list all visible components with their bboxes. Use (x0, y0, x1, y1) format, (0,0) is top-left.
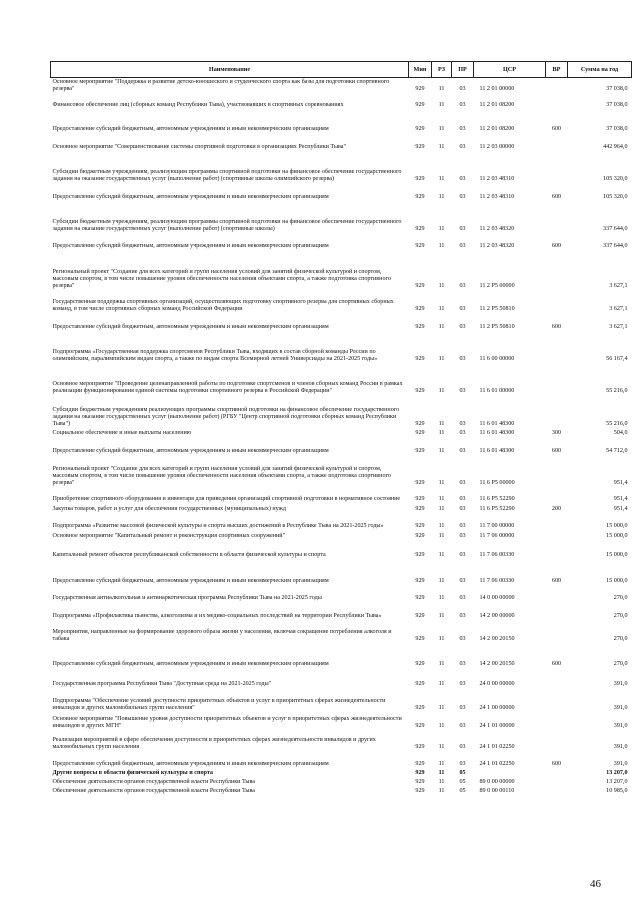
cell-min: 929 (415, 595, 425, 602)
cell-csr: 11 6 P5 00000 (479, 480, 515, 487)
cell-csr: 11 2 01 08200 (479, 126, 515, 133)
cell-pr: 05 (459, 788, 466, 795)
cell-name: Основное мероприятие "Поддержка и развитие детско-юношеского и студенческого спорта как базы для подготовки спортивного резерва" (52, 79, 390, 93)
cell-rz: 11 (438, 306, 445, 313)
cell-vr (546, 252, 568, 292)
cell-sum: 13 207,0 (606, 770, 628, 777)
cell-min: 929 (415, 194, 425, 201)
cell-name: Предоставление субсидий бюджетным, автономным учреждениям и иным некоммерческим организациям (52, 243, 329, 250)
table-row (51, 788, 632, 797)
cell-csr: 89 0 00 00110 (479, 788, 515, 795)
cell-rz: 11 (438, 324, 445, 331)
cell-rz: 11 (438, 523, 445, 530)
cell-vr (546, 770, 568, 779)
cell-rz: 11 (438, 102, 445, 109)
cell-rz: 11 (438, 194, 445, 201)
cell-pr: 03 (459, 226, 466, 233)
cell-pr: 03 (459, 723, 466, 730)
cell-name: Обеспечение деятельности органов государственной власти Республики Тыва (52, 779, 255, 786)
cell-sum: 951,4 (613, 480, 628, 487)
cell-rz: 11 (438, 496, 445, 503)
cell-vr: 200 (551, 506, 562, 513)
cell-vr (546, 779, 568, 788)
cell-rz: 11 (438, 448, 445, 455)
cell-csr: 89 0 00 00000 (479, 779, 515, 786)
cell-rz: 11 (438, 226, 445, 233)
header-name: Наименование (51, 62, 409, 78)
cell-sum: 37 038,0 (606, 102, 628, 109)
cell-csr: 11 2 03 48320 (479, 226, 515, 233)
cell-min: 929 (415, 421, 425, 428)
cell-csr: 11 6 01 48300 (479, 430, 515, 437)
cell-vr: 600 (551, 578, 562, 585)
cell-vr (546, 690, 568, 714)
table-row (51, 622, 632, 645)
cell-pr: 03 (459, 86, 466, 93)
cell-name: Региональный проект "Создание для всех категорий и групп населения условий для занятий физической культурой и спортом, массовым спортом, в том числе повышение уровня обеспеченности населения объектами спорта, а также подготовка спортивного резерва" (52, 465, 391, 487)
cell-pr: 03 (459, 681, 466, 688)
cell-name: Другие вопросы в области физической культуры и спорта (52, 770, 213, 777)
cell-rz: 11 (438, 723, 445, 730)
cell-sum: 10 985,0 (606, 788, 628, 795)
table-row (51, 604, 632, 622)
cell-name: Подпрограмма "Обеспечение условий доступности приоритетных объектов и услуг в приоритетных сферах жизнедеятельности инвалидов и других маломобильных групп населения" (52, 698, 386, 712)
cell-csr: 24 0 00 00000 (479, 681, 515, 688)
cell-vr (546, 532, 568, 542)
cell-pr: 03 (459, 613, 466, 620)
cell-name: Подпрограмма «Государственная поддержка спортсменов Республики Тыва, входящих в состав сборной команды России по олимпийским, паралимпийским видам спорта, а также по видам спорта Всемирной летней Универсиады на 2021-2025 годы» (52, 349, 378, 363)
cell-min: 929 (415, 243, 425, 250)
cell-rz: 11 (438, 761, 445, 768)
table-row (51, 670, 632, 690)
cell-name: Предоставление субсидий бюджетным, автономным учреждениям и иным некоммерческим организациям (52, 194, 329, 201)
cell-pr: 03 (459, 283, 466, 290)
cell-min: 929 (415, 779, 425, 786)
cell-sum: 3 627,1 (609, 306, 628, 313)
cell-vr (546, 732, 568, 753)
cell-vr: 600 (551, 126, 562, 133)
cell-pr: 03 (459, 324, 466, 331)
cell-csr: 14 0 00 00000 (479, 595, 515, 602)
cell-vr (546, 95, 568, 111)
cell-sum: 37 038,0 (606, 126, 628, 133)
cell-min: 929 (415, 496, 425, 503)
cell-min: 929 (415, 144, 425, 151)
table-body (51, 78, 632, 797)
table-row (51, 185, 632, 203)
cell-csr: 11 2 01 08200 (479, 102, 515, 109)
cell-rz: 11 (438, 788, 445, 795)
cell-pr: 03 (459, 144, 466, 151)
cell-sum: 391,0 (613, 681, 628, 688)
table-row (51, 542, 632, 561)
cell-pr: 03 (459, 126, 466, 133)
cell-csr: 14 2 00 20150 (479, 661, 515, 668)
table-row (51, 315, 632, 333)
cell-min: 929 (415, 533, 425, 540)
cell-pr: 03 (459, 661, 466, 668)
table-row (51, 365, 632, 397)
cell-csr: 11 2 01 00000 (479, 86, 515, 93)
cell-csr: 11 7 06 00330 (479, 552, 515, 559)
cell-min: 929 (415, 761, 425, 768)
cell-min: 929 (415, 480, 425, 487)
cell-vr (546, 587, 568, 604)
cell-csr: 11 2 03 48320 (479, 243, 515, 250)
cell-csr: 11 6 P5 52290 (479, 506, 515, 513)
cell-name: Предоставление субсидий бюджетным, автономным учреждениям и иным некоммерческим организациям (52, 448, 329, 455)
cell-vr (546, 78, 568, 95)
cell-vr (546, 542, 568, 561)
cell-min: 929 (415, 723, 425, 730)
cell-min: 929 (415, 356, 425, 363)
cell-min: 929 (415, 324, 425, 331)
cell-name: Реализация мероприятий в сфере обеспечения доступности в приоритетных сферах жизнедеятельности инвалидов и других маломобильных групп населения (52, 737, 376, 751)
cell-name: Государственная поддержка спортивных организаций, осуществляющих подготовку спортивного резерва для спортивных сборных команд, в том числе спортивных сборных команд Российской Федерации (52, 299, 394, 313)
cell-sum: 55 216,0 (606, 421, 628, 428)
cell-vr (546, 515, 568, 532)
cell-vr (546, 397, 568, 430)
cell-min: 929 (415, 788, 425, 795)
cell-sum: 442 964,0 (603, 144, 628, 151)
table-row (51, 135, 632, 153)
cell-vr (546, 714, 568, 732)
cell-pr: 03 (459, 595, 466, 602)
cell-csr: 11 6 00 00000 (479, 356, 515, 363)
cell-pr: 03 (459, 421, 466, 428)
cell-csr: 24 1 01 02250 (479, 744, 515, 751)
cell-vr (546, 489, 568, 505)
table-row (51, 397, 632, 430)
cell-vr (546, 670, 568, 690)
cell-sum: 105 320,0 (603, 176, 628, 183)
cell-sum: 105 320,0 (603, 194, 628, 201)
table-row (51, 587, 632, 604)
cell-name: Предоставление субсидий бюджетным, автономным учреждениям и иным некоммерческим организациям (52, 661, 329, 668)
cell-csr: 11 7 06 00000 (479, 533, 515, 540)
cell-pr: 03 (459, 705, 466, 712)
cell-name: Предоставление субсидий бюджетным, автономным учреждениям и иным некоммерческим организациям (52, 578, 329, 585)
table-row (51, 753, 632, 770)
cell-csr: 11 2 P5 50810 (479, 324, 515, 331)
cell-csr: 11 2 03 48310 (479, 194, 515, 201)
cell-sum: 15 000,0 (606, 578, 628, 585)
cell-pr: 03 (459, 744, 466, 751)
cell-min: 929 (415, 613, 425, 620)
cell-min: 929 (415, 176, 425, 183)
cell-vr: 600 (551, 194, 562, 201)
cell-min: 929 (415, 430, 425, 437)
cell-pr: 05 (459, 770, 466, 777)
cell-min: 929 (415, 126, 425, 133)
cell-csr (474, 770, 546, 779)
cell-sum: 337 644,0 (603, 226, 628, 233)
cell-min: 929 (415, 388, 425, 395)
cell-vr (546, 365, 568, 397)
cell-vr: 600 (551, 448, 562, 455)
table-row (51, 489, 632, 505)
cell-pr: 03 (459, 356, 466, 363)
cell-name: Субсидии бюджетным учреждениям реализующих программы спортивной подготовки на финансовое обеспечение государственного задания на оказание государственных услуг (выполнение работ) (РГБУ "Центр спортивной подготовки сборных команд Республики Тыва") (52, 406, 400, 428)
cell-vr (546, 788, 568, 797)
cell-rz: 11 (438, 356, 445, 363)
cell-csr: 11 2 P5 50810 (479, 306, 515, 313)
cell-sum: 270,0 (613, 613, 628, 620)
cell-rz: 11 (438, 144, 445, 151)
cell-name: Основное мероприятие "Проведение целенаправленной работы по подготовке спортсменов и членов сборных команд России в рамках реализации функционирования единой системы подготовки спортивного резерва в Российской Федерации" (52, 381, 403, 395)
cell-min: 929 (415, 523, 425, 530)
cell-sum: 951,4 (613, 506, 628, 513)
cell-name: Субсидии бюджетным учреждениям, реализующим программы спортивной подготовки на финансовое обеспечение государственного задания на оказание государственных услуг (выполнение работ) (спортивные школы олимпийского резерва) (52, 169, 402, 183)
cell-sum: 37 038,0 (606, 86, 628, 93)
cell-csr: 24 1 01 00000 (479, 723, 515, 730)
cell-name: Основное мероприятие "Капитальный ремонт и реконструкция спортивных сооружений" (52, 533, 286, 540)
cell-name: Государственная программа Республики Тыва "Доступная среда на 2021-2025 годы" (52, 681, 272, 688)
cell-rz: 11 (438, 480, 445, 487)
header-sum: Сумма на год (568, 62, 632, 78)
cell-vr: 600 (551, 324, 562, 331)
cell-vr (546, 457, 568, 489)
cell-vr: 600 (551, 243, 562, 250)
table-row (51, 430, 632, 439)
header-rz: РЗ (432, 62, 452, 78)
page-number: 46 (590, 878, 601, 890)
cell-csr: 11 2 03 00000 (479, 144, 515, 151)
cell-rz: 11 (438, 533, 445, 540)
cell-name: Обеспечение деятельности органов государственной власти Республики Тыва (52, 788, 255, 795)
header-min: Мин (409, 62, 432, 78)
cell-csr: 11 2 P5 00000 (479, 283, 515, 290)
cell-csr: 14 2 00 00000 (479, 613, 515, 620)
cell-sum: 3 627,1 (609, 324, 628, 331)
cell-name: Региональный проект "Создание для всех категорий и групп населения условий для занятий физической культурой и спортом, массовым спортом, в том числе повышение уровня обеспеченности населения объектами спорта, а также подготовка спортивного резерва" (52, 268, 391, 290)
cell-min: 929 (415, 578, 425, 585)
cell-min: 929 (415, 283, 425, 290)
cell-csr: 11 2 03 48310 (479, 176, 515, 183)
cell-name: Основное мероприятие "Повышение уровня доступности приоритетных объектов и услуг в приоритетных сферах жизнедеятельности инвалидов и других МГН" (52, 716, 402, 730)
cell-rz: 11 (438, 613, 445, 620)
cell-vr (546, 604, 568, 622)
cell-sum: 337 644,0 (603, 243, 628, 250)
cell-sum: 3 627,1 (609, 283, 628, 290)
cell-sum: 54 712,0 (606, 448, 628, 455)
header-vr: ВР (546, 62, 568, 78)
cell-min: 929 (415, 86, 425, 93)
table-row (51, 252, 632, 292)
cell-pr: 03 (459, 194, 466, 201)
cell-pr: 03 (459, 761, 466, 768)
cell-vr (546, 135, 568, 153)
cell-name: Субсидии бюджетным учреждениям, реализующим программы спортивной подготовки на финансовое обеспечение государственного задания на оказание государственных услуг (выполнение работ) (спортивные школы) (52, 219, 402, 233)
cell-sum: 391,0 (613, 744, 628, 751)
cell-sum: 56 167,4 (606, 356, 628, 363)
cell-pr: 03 (459, 552, 466, 559)
table-row (51, 78, 632, 95)
cell-sum: 270,0 (613, 595, 628, 602)
cell-min: 929 (415, 705, 425, 712)
cell-pr: 03 (459, 176, 466, 183)
header-csr: ЦСР (474, 62, 546, 78)
cell-csr: 11 6 01 48300 (479, 421, 515, 428)
cell-name: Мероприятия, направленные на формирование здорового образа жизни у населения, включая сокращение потребления алкоголя и табака (52, 629, 392, 643)
cell-rz: 11 (438, 283, 445, 290)
table-row (51, 515, 632, 532)
cell-rz: 11 (438, 636, 445, 643)
cell-pr: 03 (459, 496, 466, 503)
cell-rz: 11 (438, 705, 445, 712)
cell-pr: 03 (459, 523, 466, 530)
cell-rz: 11 (438, 176, 445, 183)
cell-pr: 03 (459, 243, 466, 250)
cell-name: Подпрограмма «Профилактика пьянства, алкоголизма и их медико-социальных последствий на территории Республики Тыва» (52, 613, 382, 620)
cell-csr: 24 1 00 00000 (479, 705, 515, 712)
table-row (51, 770, 632, 779)
cell-csr: 11 7 06 00330 (479, 578, 515, 585)
cell-vr (546, 203, 568, 235)
table-row (51, 203, 632, 235)
cell-rz: 11 (438, 421, 445, 428)
cell-rz: 11 (438, 578, 445, 585)
cell-csr: 14 2 00 20150 (479, 636, 515, 643)
cell-min: 929 (415, 506, 425, 513)
cell-min: 929 (415, 661, 425, 668)
table-row (51, 505, 632, 515)
cell-vr: 300 (551, 430, 562, 437)
cell-name: Приобретение спортивного оборудования и инвентаря для приведения организаций спортивной подготовки в нормативное состояние (52, 496, 401, 503)
cell-sum: 391,0 (613, 761, 628, 768)
cell-sum: 270,0 (613, 661, 628, 668)
cell-sum: 55 216,0 (606, 388, 628, 395)
table-row (51, 561, 632, 587)
cell-sum: 270,0 (613, 636, 628, 643)
cell-rz: 11 (438, 86, 445, 93)
cell-rz: 11 (438, 506, 445, 513)
cell-rz: 11 (438, 681, 445, 688)
cell-sum: 391,0 (613, 705, 628, 712)
table-row (51, 439, 632, 457)
cell-min: 929 (415, 681, 425, 688)
cell-rz: 11 (438, 243, 445, 250)
cell-csr: 11 6 P5 52290 (479, 496, 515, 503)
cell-rz: 11 (438, 552, 445, 559)
cell-vr (546, 333, 568, 365)
table-row (51, 532, 632, 542)
table-row (51, 95, 632, 111)
cell-rz: 11 (438, 430, 445, 437)
cell-sum: 15 000,0 (606, 523, 628, 530)
cell-rz: 11 (438, 388, 445, 395)
cell-csr: 24 1 01 02250 (479, 761, 515, 768)
cell-sum: 504,0 (613, 430, 628, 437)
cell-name: Государственная антиалкогольная и антинаркотическая программа Республики Тыва на 2021-2025 годы (52, 595, 322, 602)
cell-pr: 03 (459, 506, 466, 513)
cell-min: 929 (415, 552, 425, 559)
budget-table (50, 61, 632, 797)
cell-name: Предоставление субсидий бюджетным, автономным учреждениям и иным некоммерческим организациям (52, 761, 329, 768)
cell-name: Основное мероприятие "Совершенствование системы спортивной подготовки в организациях Республики Тыва" (52, 144, 346, 151)
cell-sum: 15 000,0 (606, 533, 628, 540)
cell-sum: 951,4 (613, 496, 628, 503)
cell-vr: 600 (551, 761, 562, 768)
cell-name: Капитальный ремонт объектов республиканской собственности в области физической культуры и спорта (52, 552, 326, 559)
cell-csr: 11 6 01 48300 (479, 448, 515, 455)
table-header-row (51, 62, 632, 78)
cell-vr (546, 153, 568, 185)
cell-pr: 03 (459, 306, 466, 313)
table-row (51, 153, 632, 185)
cell-pr: 03 (459, 430, 466, 437)
cell-rz: 11 (438, 779, 445, 786)
table-row (51, 457, 632, 489)
cell-pr: 03 (459, 102, 466, 109)
table-row (51, 645, 632, 670)
cell-name: Закупка товаров, работ и услуг для обеспечения государственных (муниципальных) нужд (52, 506, 286, 513)
table-row (51, 292, 632, 315)
cell-name: Предоставление субсидий бюджетным, автономным учреждениям и иным некоммерческим организациям (52, 126, 329, 133)
cell-sum: 13 207,0 (606, 779, 628, 786)
cell-vr (546, 292, 568, 315)
cell-pr: 03 (459, 448, 466, 455)
cell-min: 929 (415, 102, 425, 109)
cell-pr: 03 (459, 578, 466, 585)
cell-min: 929 (415, 744, 425, 751)
table-row (51, 235, 632, 252)
cell-pr: 03 (459, 388, 466, 395)
cell-sum: 15 000,0 (606, 552, 628, 559)
table-row (51, 333, 632, 365)
cell-vr: 600 (551, 661, 562, 668)
cell-pr: 03 (459, 533, 466, 540)
cell-csr: 11 6 01 00000 (479, 388, 515, 395)
table-row (51, 732, 632, 753)
cell-min: 929 (415, 636, 425, 643)
cell-csr: 11 7 00 00000 (479, 523, 515, 530)
cell-min: 929 (415, 448, 425, 455)
cell-min: 929 (415, 226, 425, 233)
cell-rz: 11 (438, 744, 445, 751)
table-row (51, 714, 632, 732)
cell-sum: 391,0 (613, 723, 628, 730)
cell-name: Финансовое обеспечение лиц (сборных команд Республики Тыва), участвовавших в спортивных соревнованиях (52, 102, 344, 109)
cell-vr (546, 622, 568, 645)
cell-rz: 11 (438, 595, 445, 602)
table-row (51, 111, 632, 135)
cell-min: 929 (415, 770, 425, 777)
cell-name: Подпрограмма «Развитие массовой физической культуры и спорта высших достижений в Республике Тыва на 2021-2025 годы» (52, 523, 384, 530)
table-row (51, 690, 632, 714)
cell-rz: 11 (438, 661, 445, 668)
table-row (51, 779, 632, 788)
cell-name: Социальное обеспечение и иные выплаты населению (52, 430, 192, 437)
cell-name: Предоставление субсидий бюджетным, автономным учреждениям и иным некоммерческим организациям (52, 324, 329, 331)
cell-min: 929 (415, 306, 425, 313)
cell-rz: 11 (438, 126, 445, 133)
cell-pr: 03 (459, 636, 466, 643)
header-pr: ПР (452, 62, 474, 78)
cell-rz: 11 (438, 770, 445, 777)
cell-pr: 05 (459, 779, 466, 786)
cell-pr: 03 (459, 480, 466, 487)
